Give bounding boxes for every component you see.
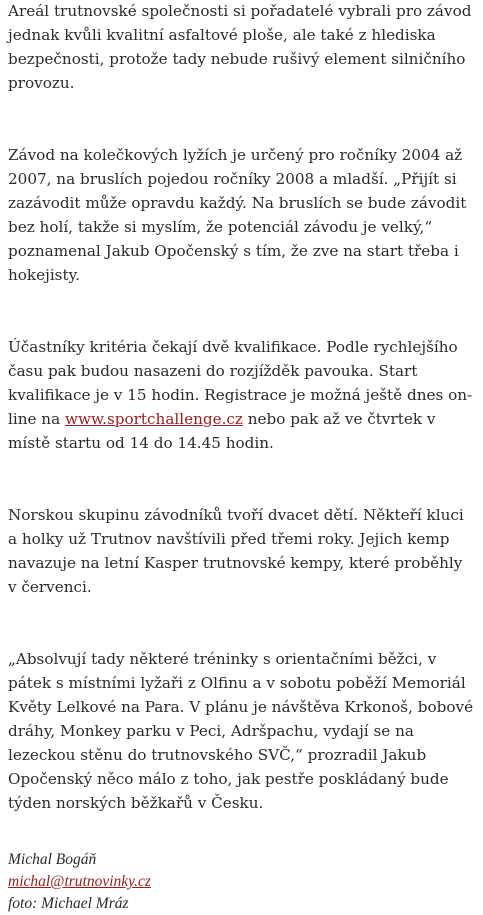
photo-credit: foto: Michael Mráz [8,895,129,912]
article-paragraph-3 [8,335,475,455]
sportchallenge-link[interactable]: www.sportchallenge.cz [64,410,243,428]
author-name: Michal Bogáň [8,851,97,868]
paragraph-3-text-before: Účastníky kritéria čekají dvě kvalifikace. Podle rychlejšího času pak budou nasazeni do rozjížděk pavouka. Start kvalifikace je v 15 hodin. Registrace je možná ještě dnes on-line na [8,338,473,428]
article-paragraph-4: Norskou skupinu závodníků tvoří dvacet dětí. Někteří kluci a holky už Trutnov navštívili před třemi roky. Jejich kemp navazuje na letní Kasper trutnovské kempy, které proběhly v červenci. [8,506,464,596]
author-email-link[interactable]: michal@trutnovinky.cz [8,873,151,890]
article-paragraph-2: Závod na kolečkových lyžích je určený pro ročníky 2004 až 2007, na bruslích pojedou ročníky 2008 a mladší. „Přijít si zazávodit může opravdu každý. Na bruslích se bude závodit bez holí, takže si myslím, že potenciál závodu je velký,“ poznamenal Jakub Opočenský s tím, že zve na start třeba i hokejisty. [8,146,467,284]
article-paragraph-5: „Absolvují tady některé tréninky s orientačními běžci, v pátek s místními lyžaři z Olfinu a v sobotu poběží Memoriál Květy Lelkové na Para. V plánu je návštěva Krkonoš, bobové dráhy, Monkey parku v Peci, Adršpachu, vydají se na lezeckou stěnu do trutnovského SVČ,“ prozradil Jakub Opočenský něco málo z toho, jak pestře poskládaný bude týden norských běžkařů v Česku. [8,650,474,812]
paragraph-3-text-after: nebo pak až ve čtvrtek v místě startu od 14 do 14.45 hodin. [8,410,436,452]
article-paragraph-1: Areál trutnovské společnosti si pořadatelé vybrali pro závod jednak kvůli kvalitní asfaltové ploše, ale také z hlediska bezpečnosti, protože tady nebude rušivý element silničního provozu. [8,2,472,92]
byline [8,849,475,915]
